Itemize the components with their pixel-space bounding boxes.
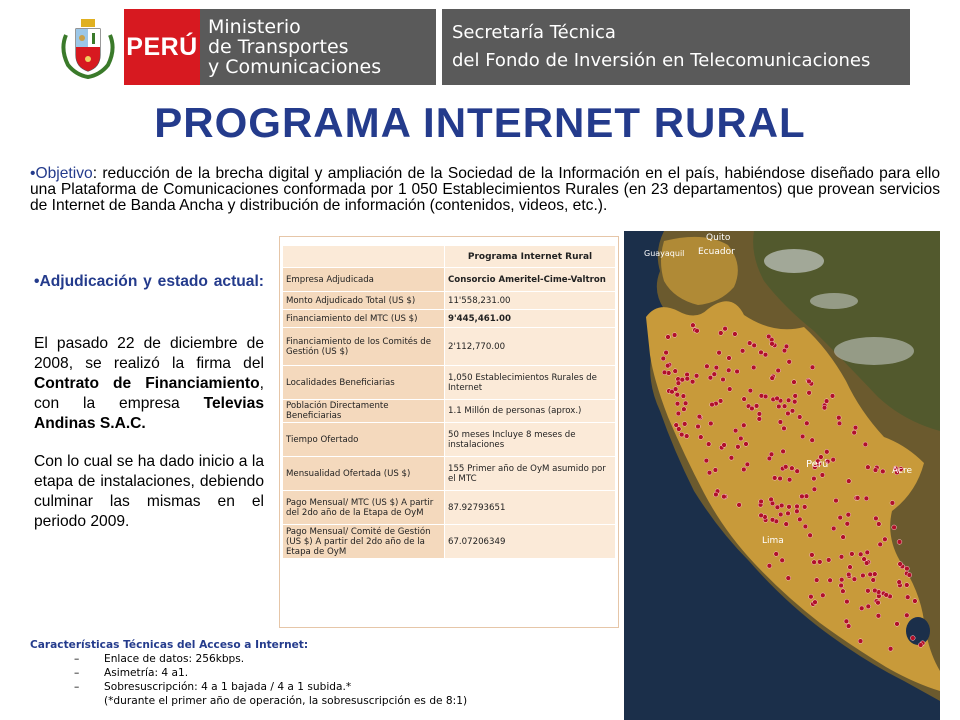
- locality-marker: [888, 646, 893, 651]
- locality-marker: [824, 449, 829, 454]
- locality-marker: [665, 363, 670, 368]
- locality-marker: [683, 401, 688, 406]
- program-table-frame: [279, 236, 619, 628]
- locality-marker: [781, 449, 786, 454]
- tech-note: (*durante el primer año de operación, la sobresuscripción es de 8:1): [104, 695, 468, 707]
- table-row: [283, 366, 616, 400]
- table-row-label: Tiempo Ofertado: [283, 423, 445, 457]
- locality-marker: [708, 421, 713, 426]
- map-cloud: [834, 337, 914, 365]
- locality-marker: [736, 444, 741, 449]
- peru-brand-box: [124, 9, 200, 85]
- locality-marker: [841, 589, 846, 594]
- locality-marker: [792, 380, 797, 385]
- locality-marker: [828, 578, 833, 583]
- table-row-label: Población Directamente Beneficiarias: [283, 400, 445, 423]
- tech-item-text: Sobresuscripción: 4 a 1 bajada / 4 a 1 subida.*: [104, 681, 352, 693]
- locality-marker: [800, 434, 805, 439]
- locality-marker: [757, 412, 762, 417]
- table-row: [283, 525, 616, 559]
- table-row-label: Monto Adjudicado Total (US $): [283, 292, 445, 310]
- locality-marker: [751, 365, 756, 370]
- table-row-label: Financiamiento del MTC (US $): [283, 310, 445, 328]
- locality-marker: [905, 566, 910, 571]
- table-row-value: 155 Primer año de OyM asumido por el MTC: [445, 457, 616, 491]
- locality-marker: [681, 394, 686, 399]
- locality-marker: [836, 415, 841, 420]
- locality-marker: [846, 512, 851, 517]
- locality-marker: [786, 398, 791, 403]
- locality-marker: [778, 420, 783, 425]
- locality-marker: [708, 375, 713, 380]
- locality-marker: [839, 583, 844, 588]
- locality-marker: [907, 573, 912, 578]
- map-label-guayaquil: Guayaquil: [644, 249, 685, 258]
- locality-marker: [795, 469, 800, 474]
- locality-marker: [848, 565, 853, 570]
- adjudication-heading: •Adjudicación y estado actual:: [34, 273, 264, 290]
- locality-marker: [897, 580, 902, 585]
- locality-marker: [793, 394, 798, 399]
- locality-marker: [795, 509, 800, 514]
- locality-marker: [713, 468, 718, 473]
- locality-marker: [831, 457, 836, 462]
- locality-marker: [735, 369, 740, 374]
- locality-marker: [846, 479, 851, 484]
- locality-marker: [684, 434, 689, 439]
- locality-marker: [767, 456, 772, 461]
- ministry-line-3: y Comunicaciones: [208, 56, 382, 78]
- table-row: [283, 292, 616, 310]
- locality-marker: [786, 411, 791, 416]
- locality-marker: [782, 426, 787, 431]
- locality-marker: [779, 503, 784, 508]
- locality-marker: [910, 636, 915, 641]
- locality-marker: [759, 499, 764, 504]
- locality-marker: [767, 563, 772, 568]
- map-cloud: [810, 293, 858, 309]
- locality-marker: [766, 334, 771, 339]
- locality-marker: [845, 521, 850, 526]
- locality-marker: [812, 487, 817, 492]
- locality-marker: [676, 381, 681, 386]
- locality-marker: [839, 577, 844, 582]
- locality-marker: [745, 462, 750, 467]
- locality-marker: [834, 498, 839, 503]
- locality-marker: [697, 414, 702, 419]
- table-row: [283, 328, 616, 366]
- locality-marker: [872, 588, 877, 593]
- seal-container: [52, 9, 124, 85]
- program-table: [282, 245, 616, 559]
- locality-marker: [876, 522, 881, 527]
- locality-marker: [750, 406, 755, 411]
- adj-company: Televias Andinas S.A.C.: [34, 395, 264, 432]
- locality-marker: [675, 392, 680, 397]
- locality-marker: [797, 415, 802, 420]
- objective-bullet: •: [30, 165, 36, 182]
- locality-marker: [718, 399, 723, 404]
- locality-marker: [786, 576, 791, 581]
- locality-marker: [778, 476, 783, 481]
- tech-list-item: [30, 680, 620, 694]
- locality-marker: [783, 464, 788, 469]
- table-row-value: 2'112,770.00: [445, 328, 616, 366]
- locality-marker: [763, 352, 768, 357]
- map-label-lima: Lima: [762, 536, 784, 546]
- locality-marker: [717, 350, 722, 355]
- locality-marker: [690, 379, 695, 384]
- locality-marker: [695, 328, 700, 333]
- locality-marker: [772, 476, 777, 481]
- locality-marker: [820, 593, 825, 598]
- locality-marker: [802, 505, 807, 510]
- locality-marker: [784, 522, 789, 527]
- table-row-label: Financiamiento de los Comités de Gestión (US $): [283, 328, 445, 366]
- locality-marker: [863, 442, 868, 447]
- locality-marker: [754, 404, 759, 409]
- locality-marker: [904, 613, 909, 618]
- locality-marker: [786, 511, 791, 516]
- locality-marker: [880, 469, 885, 474]
- locality-marker: [727, 387, 732, 392]
- locality-marker: [705, 364, 710, 369]
- table-row: [283, 491, 616, 525]
- locality-marker: [858, 552, 863, 557]
- locality-marker: [876, 600, 881, 605]
- table-row-value: 67.07206349: [445, 525, 616, 559]
- table-row: [283, 268, 616, 292]
- locality-marker: [763, 394, 768, 399]
- locality-marker: [810, 553, 815, 558]
- peru-map: [624, 231, 940, 720]
- locality-marker: [733, 332, 738, 337]
- locality-marker: [661, 356, 666, 361]
- tech-item-text: Enlace de datos: 256kbps.: [104, 653, 245, 665]
- locality-marker: [897, 540, 902, 545]
- locality-marker: [722, 494, 727, 499]
- locality-marker: [727, 356, 732, 361]
- locality-marker: [733, 428, 738, 433]
- locality-marker: [710, 402, 715, 407]
- locality-marker: [868, 572, 873, 577]
- locality-marker: [775, 396, 780, 401]
- locality-marker: [759, 513, 764, 518]
- locality-marker: [852, 577, 857, 582]
- ministry-line-2: de Transportes: [208, 36, 349, 58]
- tech-heading: Características Técnicas del Acceso a Internet:: [30, 639, 309, 651]
- table-row-value: 1,050 Establecimientos Rurales de Internet: [445, 366, 616, 400]
- table-row: [283, 457, 616, 491]
- locality-marker: [797, 517, 802, 522]
- locality-marker: [890, 501, 895, 506]
- locality-marker: [814, 578, 819, 583]
- locality-marker: [803, 524, 808, 529]
- locality-marker: [706, 442, 711, 447]
- locality-marker: [782, 404, 787, 409]
- map-lake: [906, 617, 930, 645]
- locality-marker: [770, 517, 775, 522]
- table-row-label: Empresa Adjudicada: [283, 268, 445, 292]
- locality-marker: [714, 365, 719, 370]
- locality-marker: [792, 399, 797, 404]
- locality-marker: [820, 473, 825, 478]
- locality-marker: [696, 424, 701, 429]
- locality-marker: [918, 643, 923, 648]
- locality-marker: [664, 350, 669, 355]
- table-row-label: Pago Mensual/ Comité de Gestión (US $) A partir del 2do año de la Etapa de OyM: [283, 525, 445, 559]
- locality-marker: [852, 430, 857, 435]
- locality-marker: [674, 423, 679, 428]
- tech-dash: –: [74, 653, 80, 665]
- locality-marker: [741, 423, 746, 428]
- country-label: PERÚ: [126, 32, 198, 61]
- locality-marker: [673, 387, 678, 392]
- locality-marker: [858, 639, 863, 644]
- locality-marker: [807, 379, 812, 384]
- table-row: [283, 423, 616, 457]
- locality-marker: [680, 377, 685, 382]
- locality-marker: [904, 583, 909, 588]
- table-row-label: Localidades Beneficiarias: [283, 366, 445, 400]
- locality-marker: [770, 341, 775, 346]
- locality-marker: [782, 348, 787, 353]
- map-label-peru: Perú: [806, 459, 829, 470]
- header-banner: [52, 9, 910, 85]
- locality-marker: [905, 595, 910, 600]
- locality-marker: [787, 504, 792, 509]
- objective-label: Objetivo: [35, 165, 93, 182]
- locality-marker: [861, 573, 866, 578]
- locality-marker: [778, 512, 783, 517]
- locality-marker: [726, 368, 731, 373]
- table-row-value: 1.1 Millón de personas (aprox.): [445, 400, 616, 423]
- locality-marker: [813, 600, 818, 605]
- adj-contract: Contrato de Financiamiento: [34, 375, 260, 392]
- locality-marker: [662, 370, 667, 375]
- locality-marker: [913, 599, 918, 604]
- locality-marker: [808, 533, 813, 538]
- locality-marker: [747, 341, 752, 346]
- locality-marker: [759, 350, 764, 355]
- adjudication-body: [34, 334, 264, 550]
- locality-marker: [795, 504, 800, 509]
- locality-marker: [884, 593, 889, 598]
- locality-marker: [712, 372, 717, 377]
- locality-marker: [742, 397, 747, 402]
- locality-marker: [810, 365, 815, 370]
- tech-list-item: [30, 652, 620, 666]
- locality-marker: [841, 535, 846, 540]
- locality-marker: [830, 394, 835, 399]
- locality-marker: [853, 425, 858, 430]
- locality-marker: [780, 558, 785, 563]
- locality-marker: [845, 599, 850, 604]
- table-row-value: 11'558,231.00: [445, 292, 616, 310]
- locality-marker: [787, 359, 792, 364]
- locality-marker: [873, 468, 878, 473]
- locality-marker: [864, 496, 869, 501]
- locality-marker: [769, 497, 774, 502]
- page-title: PROGRAMA INTERNET RURAL: [154, 99, 806, 146]
- locality-marker: [694, 373, 699, 378]
- locality-marker: [855, 496, 860, 501]
- locality-marker: [776, 404, 781, 409]
- locality-marker: [738, 436, 743, 441]
- locality-marker: [744, 442, 749, 447]
- map-cloud: [764, 249, 824, 273]
- locality-marker: [826, 558, 831, 563]
- locality-marker: [718, 331, 723, 336]
- locality-marker: [787, 477, 792, 482]
- locality-marker: [698, 435, 703, 440]
- locality-marker: [704, 458, 709, 463]
- locality-marker: [850, 552, 855, 557]
- table-row-value: 87.92793651: [445, 491, 616, 525]
- locality-marker: [770, 376, 775, 381]
- tech-list: [30, 652, 620, 694]
- map-label-ecuador: Ecuador: [698, 247, 735, 257]
- locality-marker: [682, 422, 687, 427]
- locality-marker: [774, 552, 779, 557]
- locality-marker: [810, 438, 815, 443]
- objective-text: : reducción de la brecha digital y ampliación de la Sociedad de la Información en el país, habiéndose diseñado para ello una Plataforma de Comunicaciones conformada por 1 050 Establecimientos Rurales (en 23 departamentos) que provean servicios de Internet de Banda Ancha y distribución de información (contenidos, videos, etc.).: [30, 165, 940, 214]
- tech-dash: –: [74, 681, 80, 693]
- locality-marker: [685, 376, 690, 381]
- adjudication-paragraph-2: Con lo cual se ha dado inicio a la etapa de instalaciones, debiendo culminar las mismas en el periodo 2009.: [34, 453, 264, 530]
- table-row-value: 50 meses Incluye 8 meses de instalaciones: [445, 423, 616, 457]
- locality-marker: [804, 421, 809, 426]
- locality-marker: [859, 606, 864, 611]
- table-row-value: Consorcio Ameritel-Cime-Valtron: [445, 268, 616, 292]
- table-row: [283, 400, 616, 423]
- locality-marker: [822, 405, 827, 410]
- locality-marker: [817, 560, 822, 565]
- locality-marker: [812, 476, 817, 481]
- locality-marker: [866, 465, 871, 470]
- locality-marker: [883, 537, 888, 542]
- locality-marker: [673, 369, 678, 374]
- locality-marker: [682, 407, 687, 412]
- locality-marker: [812, 560, 817, 565]
- locality-marker: [839, 554, 844, 559]
- locality-marker: [844, 619, 849, 624]
- locality-marker: [824, 399, 829, 404]
- table-row-label: Pago Mensual/ MTC (US $) A partir del 2do año de la Etapa de OyM: [283, 491, 445, 525]
- table-row: [283, 310, 616, 328]
- locality-marker: [748, 388, 753, 393]
- locality-marker: [838, 515, 843, 520]
- locality-marker: [723, 326, 728, 331]
- locality-marker: [707, 470, 712, 475]
- locality-marker: [666, 335, 671, 340]
- locality-marker: [679, 432, 684, 437]
- locality-marker: [837, 421, 842, 426]
- tech-item-text: Asimetría: 4 a1.: [104, 667, 189, 679]
- ministry-line-1: Ministerio: [208, 16, 301, 38]
- locality-marker: [876, 613, 881, 618]
- locality-marker: [895, 622, 900, 627]
- locality-marker: [721, 377, 726, 382]
- locality-marker: [846, 572, 851, 577]
- table-header: Programa Internet Rural: [445, 246, 616, 268]
- locality-marker: [809, 594, 814, 599]
- locality-marker: [871, 578, 876, 583]
- locality-marker: [790, 408, 795, 413]
- locality-marker: [866, 588, 871, 593]
- secretaria-line-1: Secretaría Técnica: [452, 22, 616, 43]
- table-row-value: 9'445,461.00: [445, 310, 616, 328]
- locality-marker: [807, 390, 812, 395]
- locality-marker: [864, 561, 869, 566]
- objective-paragraph: [30, 166, 940, 214]
- locality-marker: [846, 624, 851, 629]
- locality-marker: [722, 443, 727, 448]
- locality-marker: [729, 455, 734, 460]
- locality-marker: [874, 516, 879, 521]
- adjudication-paragraph-1: [34, 334, 264, 434]
- adj-text-a: El pasado 22 de diciembre de 2008, se realizó la firma del: [34, 335, 264, 372]
- locality-marker: [892, 525, 897, 530]
- locality-marker: [878, 542, 883, 547]
- ministry-name: [200, 9, 436, 85]
- locality-marker: [831, 526, 836, 531]
- locality-marker: [804, 494, 809, 499]
- locality-marker: [714, 492, 719, 497]
- secretaria-name: [442, 9, 910, 85]
- locality-marker: [676, 411, 681, 416]
- adj-text-c: , con la empresa: [34, 375, 264, 412]
- locality-marker: [800, 494, 805, 499]
- locality-marker: [737, 503, 742, 508]
- peru-coat-of-arms-icon: [58, 15, 118, 79]
- locality-marker: [757, 417, 762, 422]
- map-label-acre: Acre: [892, 466, 912, 476]
- locality-marker: [752, 343, 757, 348]
- secretaria-line-2: del Fondo de Inversión en Telecomunicaciones: [452, 50, 871, 71]
- locality-marker: [740, 348, 745, 353]
- table-header-empty: [283, 246, 445, 268]
- locality-marker: [866, 604, 871, 609]
- map-label-quito: Quito: [706, 233, 731, 243]
- locality-marker: [790, 466, 795, 471]
- locality-marker: [691, 323, 696, 328]
- locality-marker: [741, 467, 746, 472]
- tech-list-item: [30, 666, 620, 680]
- table-header-row: [283, 246, 616, 268]
- locality-marker: [872, 572, 877, 577]
- locality-marker: [675, 401, 680, 406]
- map-image: [624, 231, 940, 720]
- tech-dash: –: [74, 667, 80, 679]
- locality-marker: [865, 550, 870, 555]
- locality-marker: [898, 562, 903, 567]
- table-row-label: Mensualidad Ofertada (US $): [283, 457, 445, 491]
- locality-marker: [672, 333, 677, 338]
- technical-specs: [30, 638, 620, 708]
- locality-marker: [776, 368, 781, 373]
